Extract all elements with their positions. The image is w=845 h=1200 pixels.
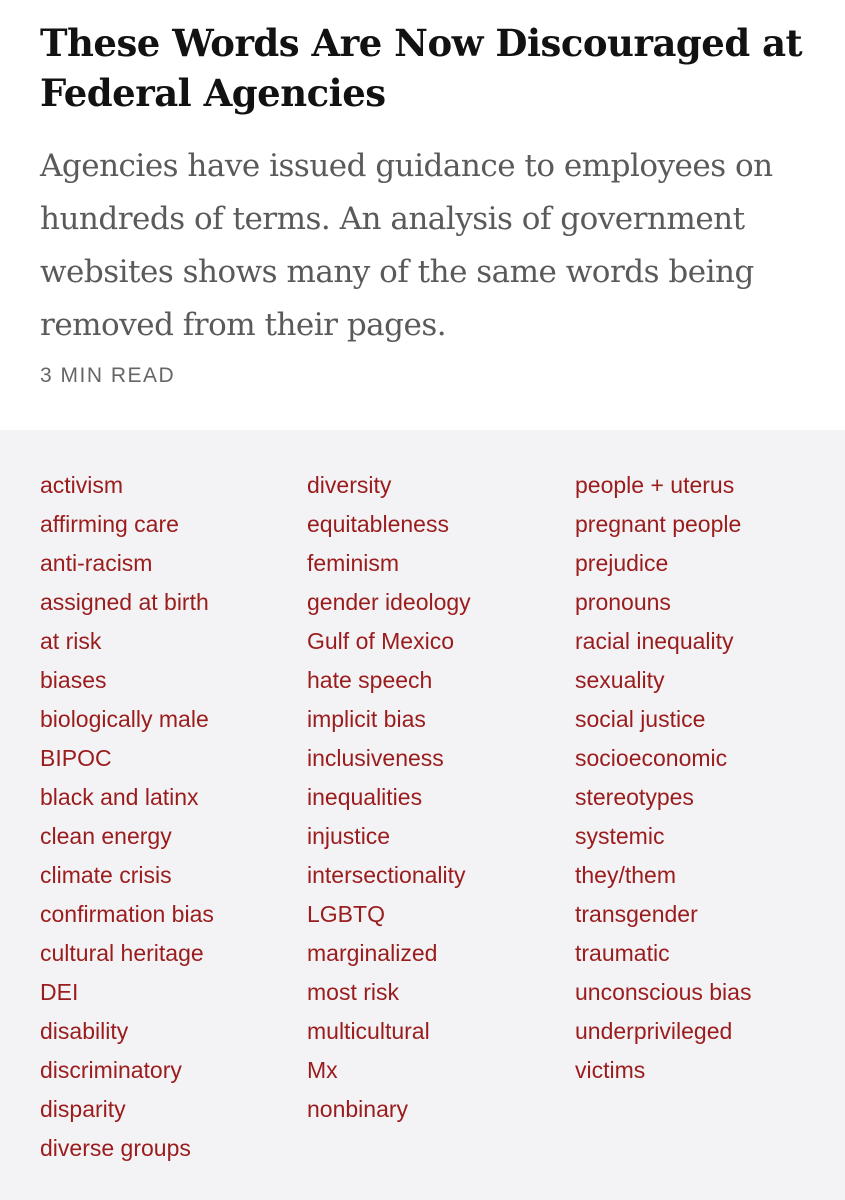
term: BIPOC xyxy=(40,745,112,771)
term: unconscious bias xyxy=(575,979,752,1005)
term: confirmation bias xyxy=(40,901,214,927)
term: anti-racism xyxy=(40,550,153,576)
term: social justice xyxy=(575,706,706,732)
term: marginalized xyxy=(307,940,438,966)
term: traumatic xyxy=(575,940,670,966)
term: intersectionality xyxy=(307,862,466,888)
term: systemic xyxy=(575,823,665,849)
term: gender ideology xyxy=(307,589,471,615)
term: underprivileged xyxy=(575,1018,733,1044)
term: diversity xyxy=(307,472,392,498)
summary: Agencies have issued guidance to employees on hundreds of terms. An analysis of government websites shows many of the same words being removed from their pages. xyxy=(40,148,773,343)
term: LGBTQ xyxy=(307,901,385,927)
terms-column-1 xyxy=(40,466,214,1168)
terms-column-2 xyxy=(307,466,471,1129)
term: climate crisis xyxy=(40,862,172,888)
terms-panel xyxy=(0,430,845,1200)
term: implicit bias xyxy=(307,706,426,732)
term: injustice xyxy=(307,823,391,849)
term: inequalities xyxy=(307,784,423,810)
headline: These Words Are Now Discouraged at Federal Agencies xyxy=(40,21,803,115)
read-time: 3 MIN READ xyxy=(40,364,176,387)
term: disparity xyxy=(40,1096,126,1122)
term: multicultural xyxy=(307,1018,430,1044)
term: sexuality xyxy=(575,667,665,693)
term: prejudice xyxy=(575,550,669,576)
term: victims xyxy=(575,1057,646,1083)
term: transgender xyxy=(575,901,698,927)
term: diverse groups xyxy=(40,1135,191,1161)
term: Mx xyxy=(307,1057,338,1083)
term: black and latinx xyxy=(40,784,199,810)
term: people + uterus xyxy=(575,472,735,498)
term: affirming care xyxy=(40,511,179,537)
term: clean energy xyxy=(40,823,172,849)
term: disability xyxy=(40,1018,129,1044)
term: discriminatory xyxy=(40,1057,182,1083)
term: socioeconomic xyxy=(575,745,728,771)
term: assigned at birth xyxy=(40,589,209,615)
term: equitableness xyxy=(307,511,449,537)
terms-column-3 xyxy=(575,466,751,1090)
term: most risk xyxy=(307,979,399,1005)
term: racial inequality xyxy=(575,628,734,654)
term: biologically male xyxy=(40,706,209,732)
term: Gulf of Mexico xyxy=(307,628,454,654)
term: DEI xyxy=(40,979,79,1005)
term: inclusiveness xyxy=(307,745,444,771)
term: pronouns xyxy=(575,589,671,615)
term: feminism xyxy=(307,550,400,576)
term: at risk xyxy=(40,628,102,654)
term: they/them xyxy=(575,862,676,888)
term: nonbinary xyxy=(307,1096,409,1122)
article-header xyxy=(0,0,845,430)
term: activism xyxy=(40,472,124,498)
term: stereotypes xyxy=(575,784,694,810)
term: hate speech xyxy=(307,667,433,693)
term: cultural heritage xyxy=(40,940,204,966)
term: pregnant people xyxy=(575,511,742,537)
term: biases xyxy=(40,667,107,693)
